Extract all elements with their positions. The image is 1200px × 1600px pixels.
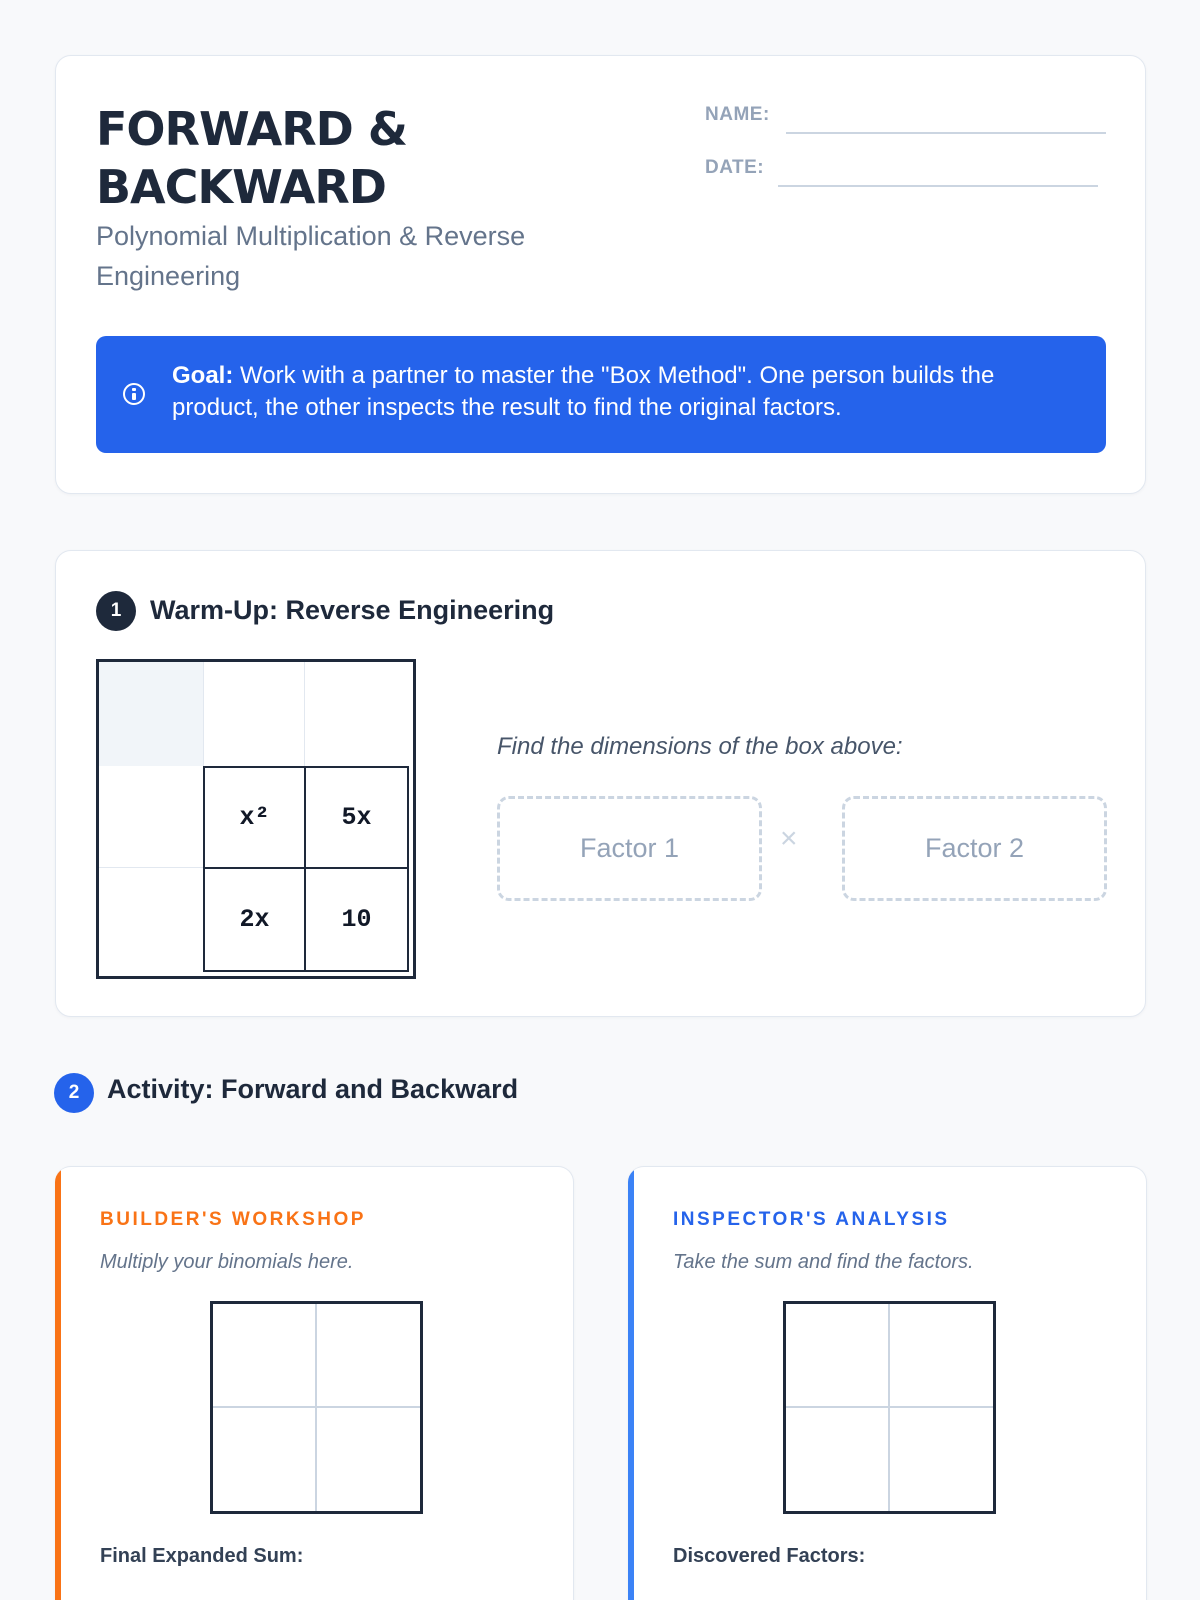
- top-factor-cell-1[interactable]: [203, 662, 304, 766]
- info-icon: [123, 383, 145, 405]
- goal-description: Work with a partner to master the "Box Method". One person builds the product, the other inspects the result to find the original factors.: [172, 362, 995, 421]
- product-cell: 5x: [304, 766, 409, 869]
- name-field-line[interactable]: [786, 132, 1106, 134]
- grid-divider: [213, 1406, 420, 1408]
- builder-footer-label: Final Expanded Sum:: [100, 1545, 304, 1567]
- goal-text: [172, 360, 1072, 424]
- worksheet-title: [96, 100, 656, 216]
- date-field-line[interactable]: [778, 185, 1098, 187]
- goal-label: Goal:: [172, 362, 234, 389]
- dimensions-prompt: Find the dimensions of the box above:: [497, 733, 903, 760]
- grid-divider: [786, 1406, 993, 1408]
- inspector-title: INSPECTOR'S ANALYSIS: [673, 1209, 950, 1230]
- reverse-box-grid: [96, 659, 416, 979]
- builder-title: BUILDER'S WORKSHOP: [100, 1209, 366, 1230]
- side-factor-cell-2[interactable]: [99, 867, 203, 976]
- side-factor-cell-1[interactable]: [99, 766, 203, 867]
- builder-description: Multiply your binomials here.: [100, 1251, 354, 1273]
- product-cell: 2x: [203, 867, 306, 972]
- warmup-title: Warm-Up: Reverse Engineering: [150, 595, 555, 625]
- inspector-box-grid[interactable]: [783, 1301, 996, 1514]
- times-icon: ×: [780, 822, 798, 855]
- inspector-card: [628, 1166, 1147, 1600]
- inspector-description: Take the sum and find the factors.: [673, 1251, 974, 1273]
- header-card: [55, 55, 1146, 494]
- product-cell: 10: [304, 867, 409, 972]
- grid-corner-cell: [99, 662, 203, 766]
- factor-2-input[interactable]: Factor 2: [842, 796, 1107, 901]
- date-label: DATE:: [705, 157, 765, 178]
- activity-title: Activity: Forward and Backward: [107, 1074, 519, 1104]
- inspector-accent-bar: [628, 1167, 634, 1600]
- title-line-2: BACKWARD: [96, 160, 386, 214]
- section-number-badge: 1: [96, 591, 136, 631]
- product-cell: x²: [203, 766, 306, 869]
- top-factor-cell-2[interactable]: [304, 662, 413, 766]
- title-line-1: FORWARD &: [96, 102, 407, 156]
- section-number-badge: 2: [54, 1073, 94, 1113]
- name-label: NAME:: [705, 104, 770, 125]
- builder-card: [55, 1166, 574, 1600]
- goal-banner: [96, 336, 1106, 453]
- inspector-footer-label: Discovered Factors:: [673, 1545, 866, 1567]
- factor-1-input[interactable]: Factor 1: [497, 796, 762, 901]
- warmup-card: [55, 550, 1146, 1017]
- builder-accent-bar: [55, 1167, 61, 1600]
- builder-box-grid[interactable]: [210, 1301, 423, 1514]
- worksheet-subtitle: Polynomial Multiplication & Reverse Engineering: [96, 221, 526, 291]
